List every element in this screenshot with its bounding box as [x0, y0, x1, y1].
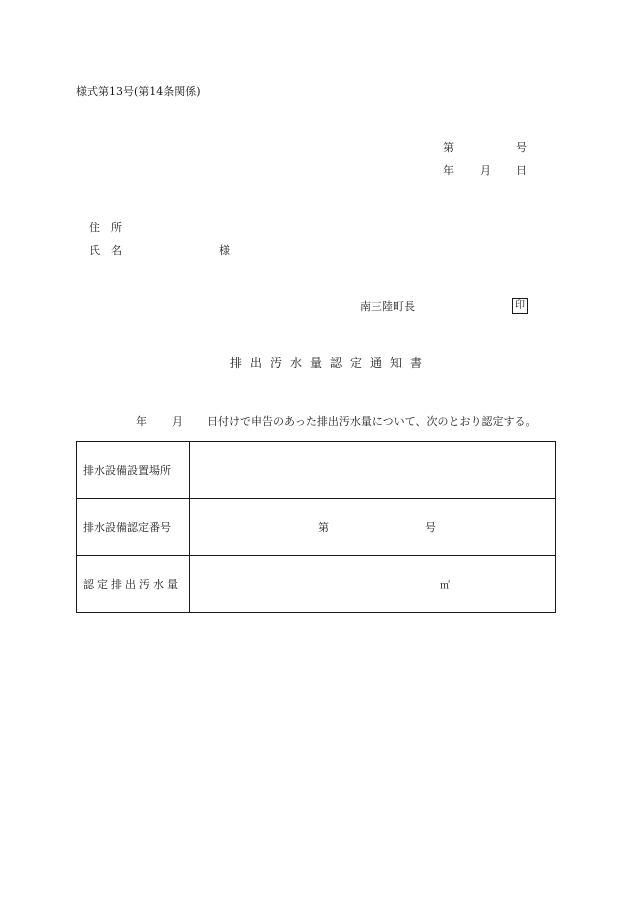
- date-year: 年: [443, 164, 454, 177]
- cert-number-suffix: 号: [425, 521, 436, 534]
- document-title: 排出汚水量認定通知書: [230, 356, 431, 370]
- address-label: 住 所: [89, 221, 122, 234]
- form-number: 様式第13号(第14条関係): [76, 85, 201, 98]
- volume-label: 認定排出汚水量: [77, 556, 190, 613]
- doc-number-prefix: 第: [443, 141, 454, 154]
- name-label: 氏 名: [89, 244, 122, 257]
- cert-number-label: 排水設備認定番号: [77, 499, 190, 556]
- certification-table: [76, 441, 556, 613]
- issuer-name: 南三陸町長: [360, 300, 415, 313]
- location-value: [190, 442, 556, 499]
- volume-unit: ㎥: [440, 580, 450, 592]
- table-row-location: [77, 442, 556, 499]
- honorific: 様: [219, 244, 230, 257]
- doc-number-suffix: 号: [516, 141, 527, 154]
- seal-mark: 印: [512, 298, 528, 314]
- body-text: 日付けで申告のあった排出汚水量について、次のとおり認定する。: [207, 415, 537, 428]
- volume-value: [190, 556, 556, 613]
- body-year: 年: [136, 415, 147, 428]
- cert-number-prefix: 第: [318, 521, 329, 534]
- cert-number-value: [190, 499, 556, 556]
- date-day: 日: [516, 164, 527, 177]
- table-row-cert-number: [77, 499, 556, 556]
- location-label: 排水設備設置場所: [77, 442, 190, 499]
- date-month: 月: [480, 164, 491, 177]
- body-month: 月: [172, 415, 183, 428]
- table-row-volume: [77, 556, 556, 613]
